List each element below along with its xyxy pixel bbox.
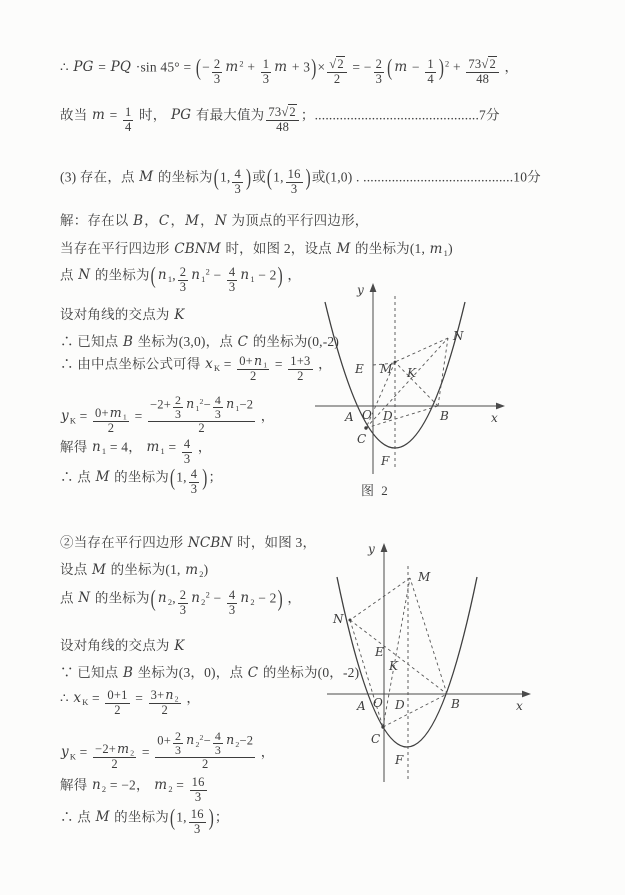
text-line-1: ∴ PG = PQ ·sin 45° = (− $\frac{2}{3}$ $m^2$ + $\frac{1}{3}$ m + 3)× $\frac{√2}{2}$ = − $\frac{2}{3}$ ( m − $\frac{1}{4}$ )$^2$ + $\frac{73√2}{48}$ ，: [60, 56, 519, 86]
fig2-label-C: C: [357, 432, 367, 446]
fig2-point-C-dot: [364, 426, 367, 429]
fig3-parabola-curve: [337, 577, 477, 747]
fig3-label-M: M: [418, 570, 431, 584]
fig2-label-N: N: [453, 329, 464, 343]
fig3-point-N-dot: [349, 619, 352, 622]
text-line-9: ∴ 由中点坐标公式可得 $x_K$ = $\frac{0+n_1}{2}$ = $\frac{1+3}{2}$ ，: [60, 353, 332, 383]
text-line-20: 解得 $n_2 = -2$， $m_2$ = $\frac{16}{3}$: [60, 775, 205, 804]
text-line-19: $y_K$ = $\frac{-2+m_2}{2}$ = 0+ $\frac{2}{3}$ $n_2^2-$ $\frac{4}{3}$ $n_2-2$ 2 ，: [61, 729, 275, 771]
fig2-label-x: x: [491, 411, 498, 425]
text-line-18: ∴ $x_K$ = $\frac{0+1}{2}$ = $\frac{3+n_2}{2}$ ，: [60, 687, 201, 717]
fig2-label-E: E: [355, 362, 364, 376]
text-line-4: 解：存在以 B，C，M，N 为顶点的平行四边形，: [60, 213, 369, 229]
text-line-2: 故当 m = $\frac{1}{4}$ 时， PG 有最大值为 $\frac{73√2}{48}$ ；..............................................7分: [60, 105, 500, 134]
fig2-label-K: K: [407, 366, 416, 380]
text-line-7: 设对角线的交点为 K: [60, 307, 185, 323]
figure-2: [293, 280, 513, 505]
fig2-label-O: O: [362, 408, 372, 422]
fig2-parallelogram-dashed: [366, 338, 448, 428]
fig2-label-M: M: [380, 362, 393, 376]
text-line-21: ∴ 点 M 的坐标为(1, $\frac{16}{3}$ )；: [60, 806, 229, 836]
text-line-11: 解得 $n_1 = 4$， $m_1$ = $\frac{4}{3}$ ，: [60, 437, 212, 466]
fig2-point-M-dot: [394, 361, 397, 364]
text-line-12: ∴ 点 M 的坐标为(1, $\frac{4}{3}$ )；: [60, 466, 223, 496]
fig2-label-B: B: [440, 409, 449, 423]
fig3-x-arrow-icon: [522, 691, 531, 698]
fig2-label-y: y: [357, 283, 364, 297]
text-line-16: 设对角线的交点为 K: [60, 638, 185, 654]
fig2-label-F: F: [381, 454, 390, 468]
fig3-label-y: y: [368, 542, 375, 556]
fig3-y-arrow-icon: [381, 543, 388, 552]
fig3-label-C: C: [371, 732, 381, 746]
text-line-17: ∵ 已知点 B 坐标为(3，0)，点 C 的坐标为(0，-2): [60, 665, 360, 681]
text-line-8: ∴ 已知点 B 坐标为(3,0)，点 C 的坐标为(0,-2): [60, 334, 340, 350]
fig3-label-x: x: [516, 699, 523, 713]
text-line-15: 点 N 的坐标为( $n_2$, $\frac{2}{3}$ $n_2^2$ − $\frac{4}{3}$ $n_2 - 2$) ，: [60, 587, 302, 617]
fig3-label-B: B: [451, 697, 460, 711]
fig2-label-A: A: [345, 410, 354, 424]
fig3-label-A: A: [357, 699, 366, 713]
fig3-label-D: D: [395, 698, 405, 712]
fig2-y-arrow-icon: [370, 283, 377, 292]
figure-2-caption: 图 2: [361, 483, 390, 498]
text-line-5: 当存在平行四边形 CBNM 时，如图 2，设点 M 的坐标为(1, $m_1$): [60, 241, 453, 258]
fig3-label-N: N: [333, 612, 344, 626]
fig2-label-D: D: [383, 409, 393, 423]
fig3-point-C-dot: [381, 725, 384, 728]
figure-2-graph: [293, 280, 508, 480]
text-line-3: (3) 存在，点 M 的坐标为(1, $\frac{4}{3}$ )或(1, $\frac{16}{3}$ )或(1,0) . ..........................................10分: [60, 166, 541, 196]
figure-3: [305, 540, 540, 790]
fig3-label-E: E: [375, 645, 384, 659]
text-line-14: 设点 M 的坐标为(1, $m_2$): [60, 562, 209, 579]
text-line-6: 点 N 的坐标为( $n_1$, $\frac{2}{3}$ $n_1^2$ − $\frac{4}{3}$ $n_1 - 2$) ，: [60, 264, 302, 294]
fig3-label-K: K: [389, 659, 398, 673]
fig2-x-arrow-icon: [496, 403, 505, 410]
figure-3-graph: [305, 540, 535, 788]
text-line-10: $y_K$ = $\frac{0+m_1}{2}$ = −2+ $\frac{2}{3}$ $n_1^2-$ $\frac{4}{3}$ $n_1-2$ 2 ，: [61, 393, 275, 435]
text-line-13: ②当存在平行四边形 NCBN 时，如图 3，: [60, 535, 317, 551]
fig3-label-F: F: [395, 753, 404, 767]
fig3-label-O: O: [373, 696, 383, 710]
